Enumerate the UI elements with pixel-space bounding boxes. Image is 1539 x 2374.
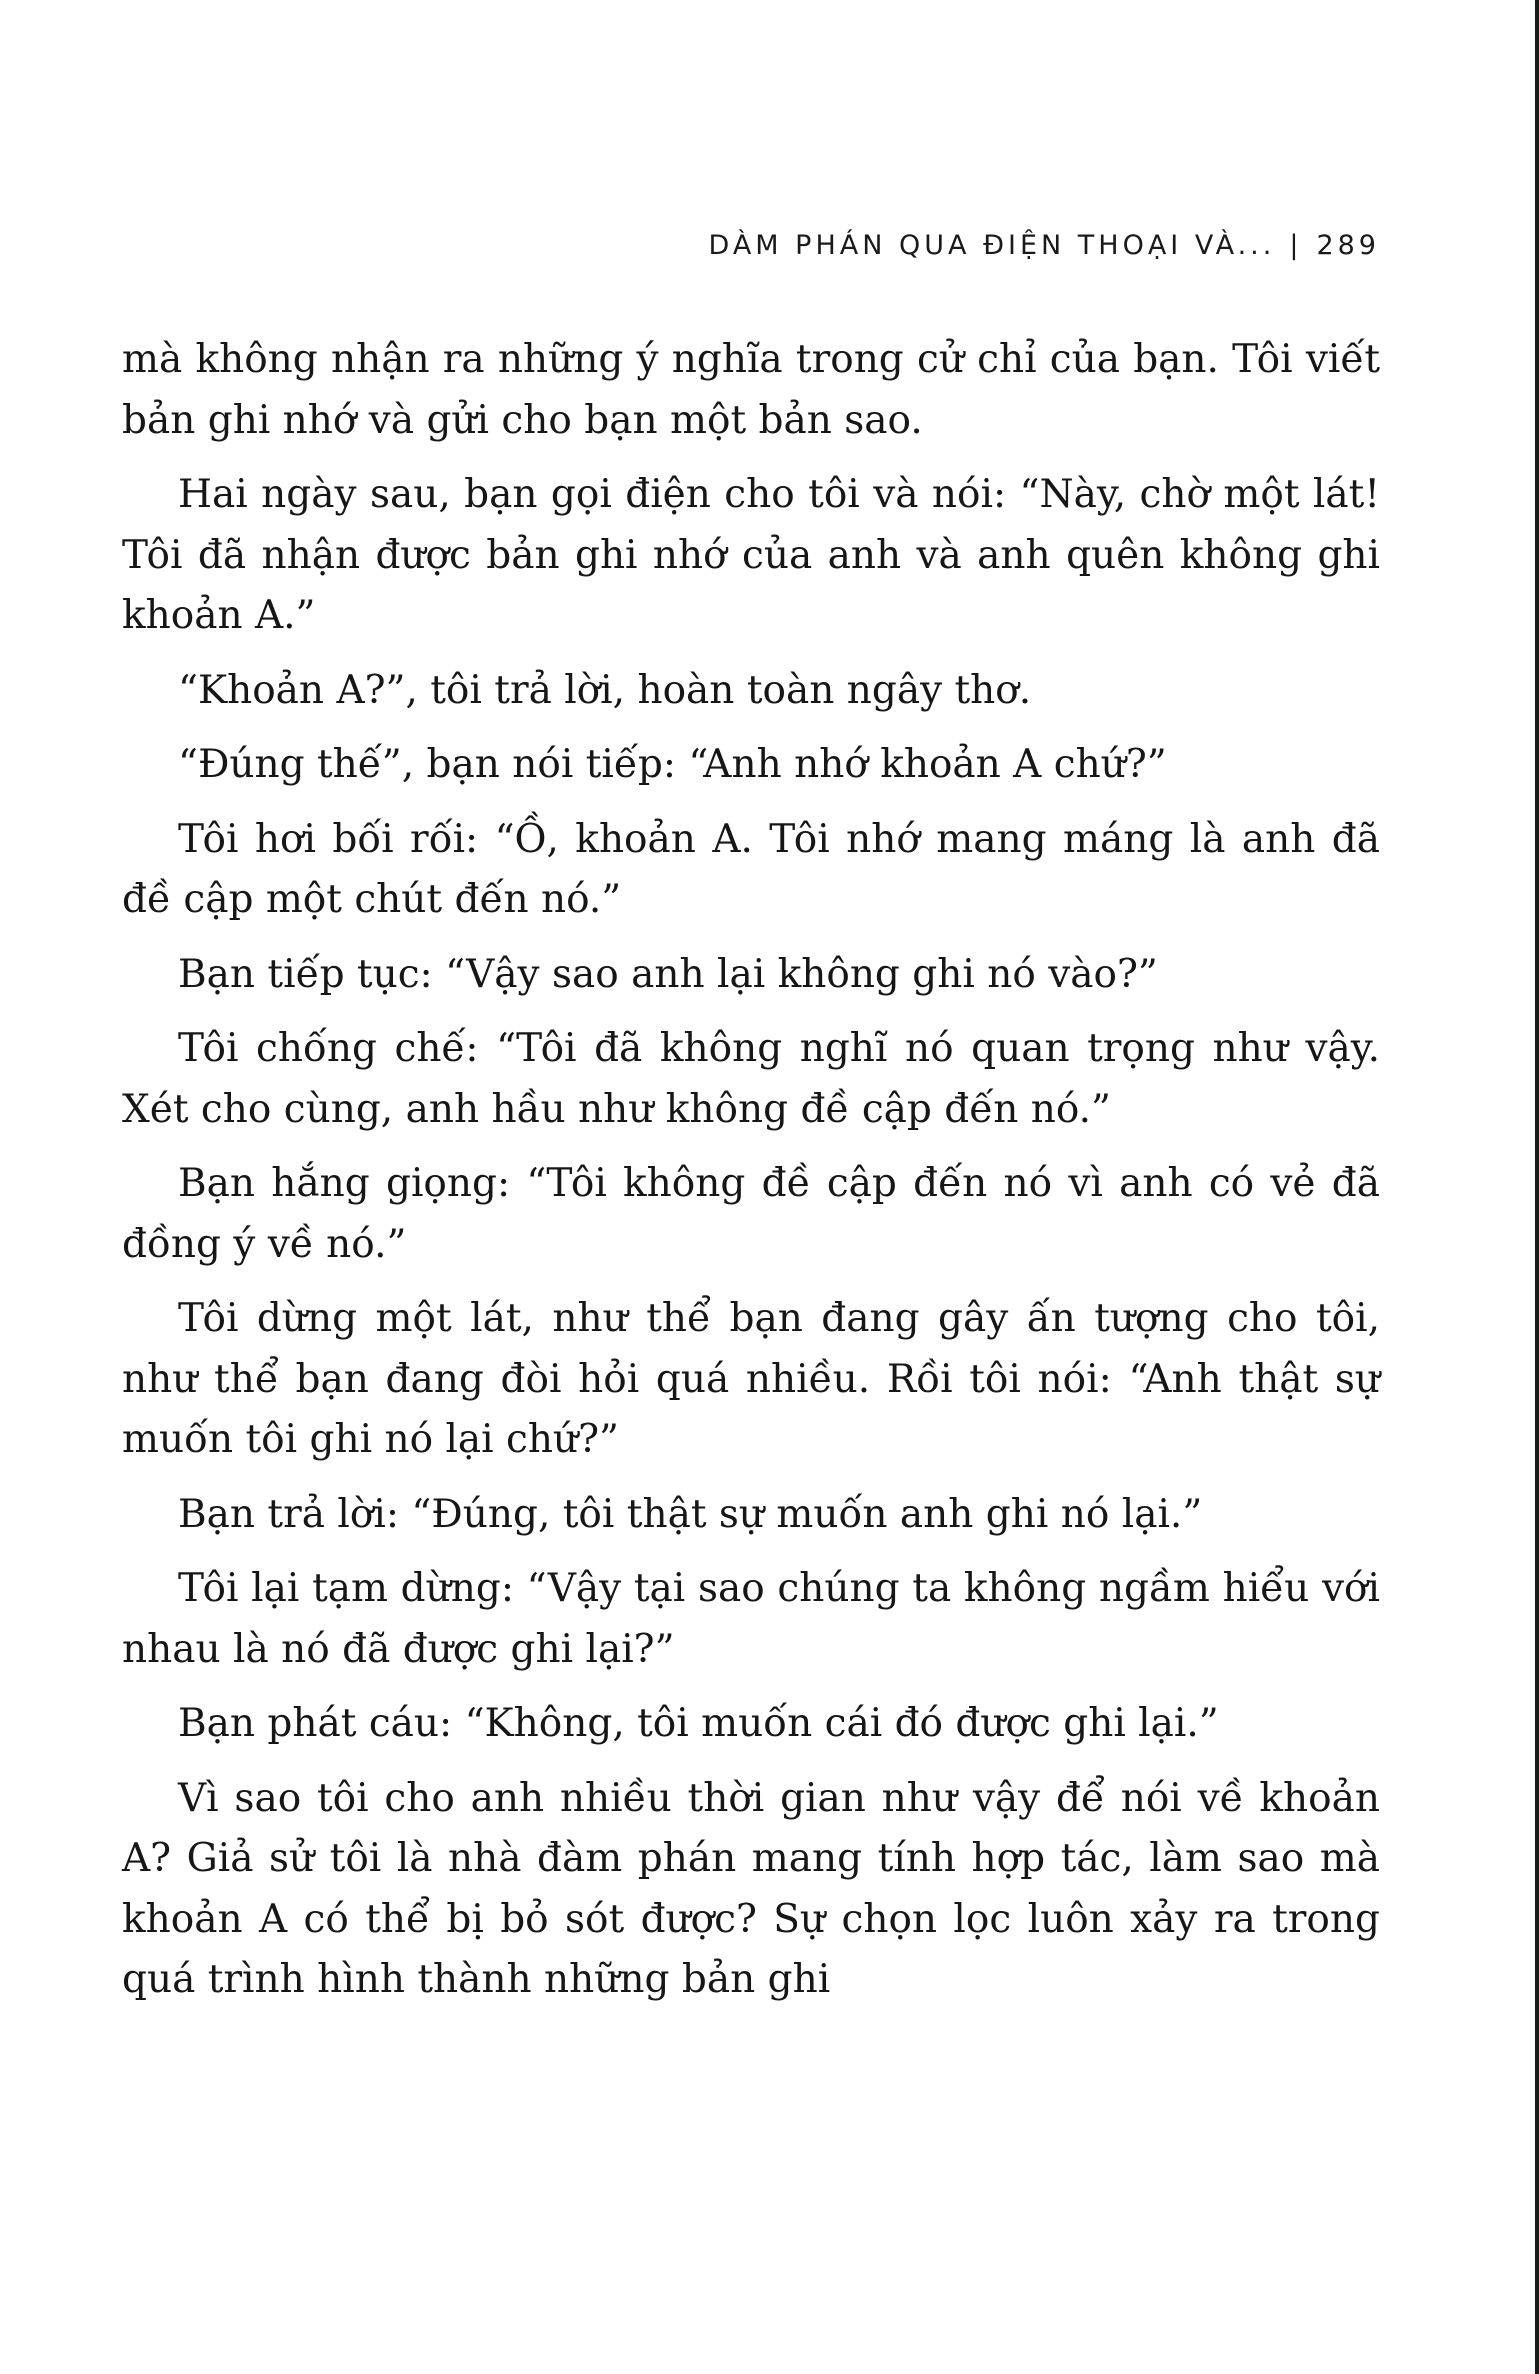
paragraph: Tôi hơi bối rối: “Ồ, khoản A. Tôi nhớ mang máng là anh đã đề cập một chút đến nó.”	[122, 816, 1380, 922]
paragraph: Hai ngày sau, bạn gọi điện cho tôi và nói: “Này, chờ một lát! Tôi đã nhận được bản ghi nhớ của anh và anh quên không ghi khoản A.”	[122, 472, 1380, 638]
paragraph: “Khoản A?”, tôi trả lời, hoàn toàn ngây thơ.	[178, 667, 1032, 713]
paragraph: Bạn hắng giọng: “Tôi không đề cập đến nó vì anh có vẻ đã đồng ý về nó.”	[122, 1161, 1380, 1267]
running-header	[120, 230, 1380, 261]
paragraph: Tôi lại tạm dừng: “Vậy tại sao chúng ta không ngầm hiểu với nhau là nó đã được ghi lại?”	[122, 1566, 1380, 1672]
paragraph: Bạn trả lời: “Đúng, tôi thật sự muốn anh ghi nó lại.”	[178, 1491, 1203, 1537]
paragraph: Tôi chống chế: “Tôi đã không nghĩ nó quan trọng như vậy. Xét cho cùng, anh hầu như không đề cập đến nó.”	[122, 1026, 1380, 1132]
page-number: 289	[1316, 230, 1380, 261]
paragraph: Vì sao tôi cho anh nhiều thời gian như vậy để nói về khoản A? Giả sử tôi là nhà đàm phán mang tính hợp tác, làm sao mà khoản A có thể bị bỏ sót được? Sự chọn lọc luôn xảy ra trong quá trình hình thành những bản ghi	[122, 1775, 1380, 2002]
paragraph: Tôi dừng một lát, như thể bạn đang gây ấn tượng cho tôi, như thể bạn đang đòi hỏi quá nhiều. Rồi tôi nói: “Anh thật sự muốn tôi ghi nó lại chứ?”	[122, 1296, 1380, 1462]
paragraph-continuation: mà không nhận ra những ý nghĩa trong cử chỉ của bạn. Tôi viết bản ghi nhớ và gửi cho bạn một bản sao.	[122, 337, 1380, 443]
page-edge-border	[1535, 0, 1539, 2374]
running-title: DÀM PHÁN QUA ĐIỆN THOẠI VÀ...	[708, 230, 1276, 261]
header-separator: |	[1289, 230, 1303, 261]
paragraph: Bạn tiếp tục: “Vậy sao anh lại không ghi nó vào?”	[178, 951, 1158, 997]
paragraph: Bạn phát cáu: “Không, tôi muốn cái đó được ghi lại.”	[178, 1701, 1219, 1746]
paragraph: “Đúng thế”, bạn nói tiếp: “Anh nhớ khoản A chứ?”	[178, 742, 1167, 787]
body-text	[122, 330, 1380, 2025]
